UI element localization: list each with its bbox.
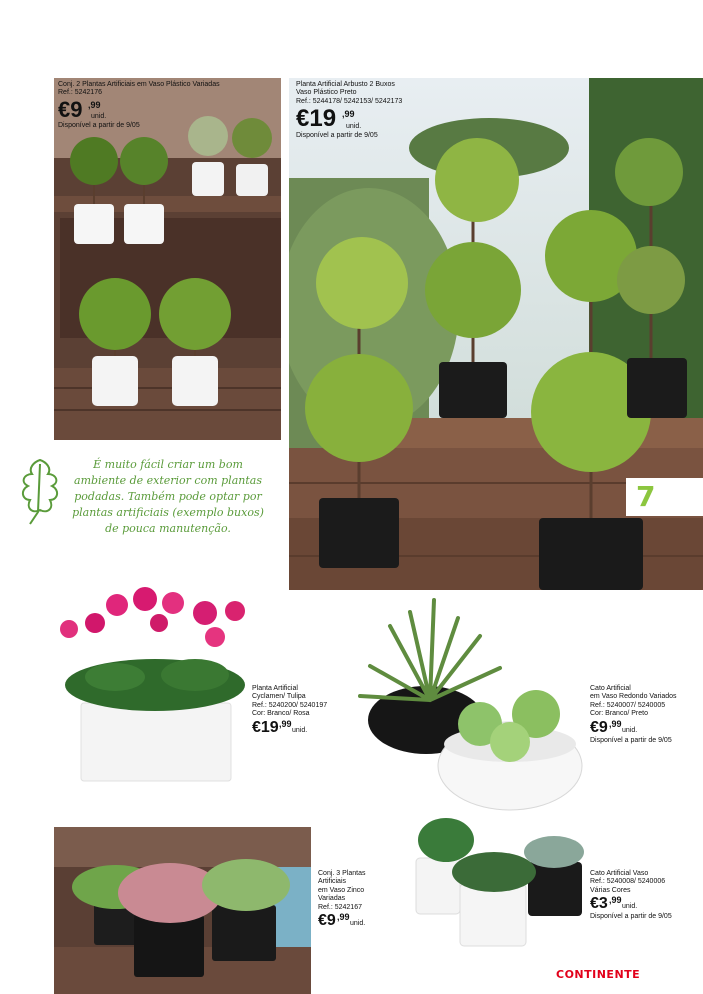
tip-text <box>58 457 278 537</box>
product-ref: Ref.: 5242176 <box>58 89 102 97</box>
product-title: Conj. 2 Plantas Artificiais em Vaso Plástico Variadas <box>58 81 220 88</box>
price-cents: ,99 <box>609 718 622 729</box>
oak-leaf-icon <box>16 454 64 526</box>
product-title-line1: Planta Artificial Arbusto 2 Buxos <box>296 81 395 88</box>
product-colour: Cor: Branco/ Preto <box>590 710 648 718</box>
price-cents: ,99 <box>88 99 101 110</box>
price-main: €3 <box>590 895 608 913</box>
product-title-line2: Vaso Plástico Preto <box>296 89 357 97</box>
product-title-line1: Cato Artificial <box>590 685 631 692</box>
caption-zinc-set <box>318 870 398 930</box>
price-unit: unid. <box>350 920 366 928</box>
photo-topiary-set <box>54 78 281 440</box>
price-main: €19 <box>252 718 279 736</box>
price-unit: unid. <box>622 903 638 911</box>
continente-logo: CONTINENTE <box>556 968 641 981</box>
product-ref: Ref.: 5240200/ 5240197 <box>252 701 328 709</box>
availability: Disponível a partir de 9/05 <box>58 121 140 129</box>
caption-cactus-vase <box>590 870 700 921</box>
tip-line: de pouca manutenção. <box>105 522 231 535</box>
photo-zinc-set <box>54 827 311 994</box>
product-title-line2: em Vaso Redondo Variados <box>590 693 677 701</box>
product-title-line1: Planta Artificial <box>252 685 298 692</box>
caption-topiary-set <box>58 81 278 130</box>
availability: Disponível a partir de 9/05 <box>296 132 378 140</box>
price-cents: ,99 <box>342 109 355 120</box>
page-number-badge <box>626 478 703 516</box>
product-title-line2: Cyclamen/ Tulipa <box>252 693 306 701</box>
availability: Disponível a partir de 9/05 <box>590 736 672 744</box>
price-main: €9 <box>58 96 83 122</box>
tip-line: É muito fácil criar um bom <box>93 458 243 471</box>
price-unit: unid. <box>622 726 638 734</box>
price-tag <box>58 96 128 122</box>
product-colour: Várias Cores <box>590 886 631 894</box>
caption-cyclamen <box>252 685 362 737</box>
product-colour: Cor: Branco/ Rosa <box>252 710 310 718</box>
availability: Disponível a partir de 9/05 <box>590 913 672 921</box>
price-tag <box>318 912 388 930</box>
price-tag <box>590 719 660 737</box>
product-title-line2: Artificiais <box>318 878 347 886</box>
price-unit: unid. <box>292 726 308 734</box>
price-main: €19 <box>296 105 337 133</box>
price-cents: ,99 <box>609 895 622 906</box>
product-ref: Ref.: 5244178/ 5242153/ 5242173 <box>296 97 403 105</box>
photo-cyclamen <box>55 585 260 785</box>
photo-cactus-vase <box>412 812 588 952</box>
tip-line: podadas. Também pode optar por <box>74 490 262 503</box>
price-tag <box>590 895 660 913</box>
caption-cactus-round <box>590 685 700 745</box>
photo-cactus-round <box>350 596 586 816</box>
price-cents: ,99 <box>279 718 292 729</box>
product-title-line4: Variadas <box>318 895 346 903</box>
page-number: 7 <box>636 480 656 513</box>
product-title-line1: Conj. 3 Plantas <box>318 870 366 877</box>
product-title: Cato Artificial Vaso <box>590 870 649 877</box>
product-ref: Ref.: 5242167 <box>318 903 362 911</box>
product-ref: Ref.: 5240008/ 5240006 <box>590 878 666 886</box>
price-unit: unid. <box>91 112 107 120</box>
price-main: €9 <box>590 718 608 736</box>
product-title-line3: em Vaso Zinco <box>318 886 365 894</box>
tip-line: plantas artificiais (exemplo buxos) <box>72 506 264 519</box>
price-tag <box>296 105 376 133</box>
caption-tall-topiaries <box>296 81 476 140</box>
topiary-set-illustration <box>54 78 281 440</box>
tip-line: ambiente de exterior com plantas <box>74 474 262 487</box>
product-ref: Ref.: 5240007/ 5240005 <box>590 701 666 709</box>
price-unit: unid. <box>346 123 362 131</box>
price-main: €9 <box>318 912 336 930</box>
price-tag <box>252 719 332 737</box>
price-cents: ,99 <box>337 912 350 923</box>
